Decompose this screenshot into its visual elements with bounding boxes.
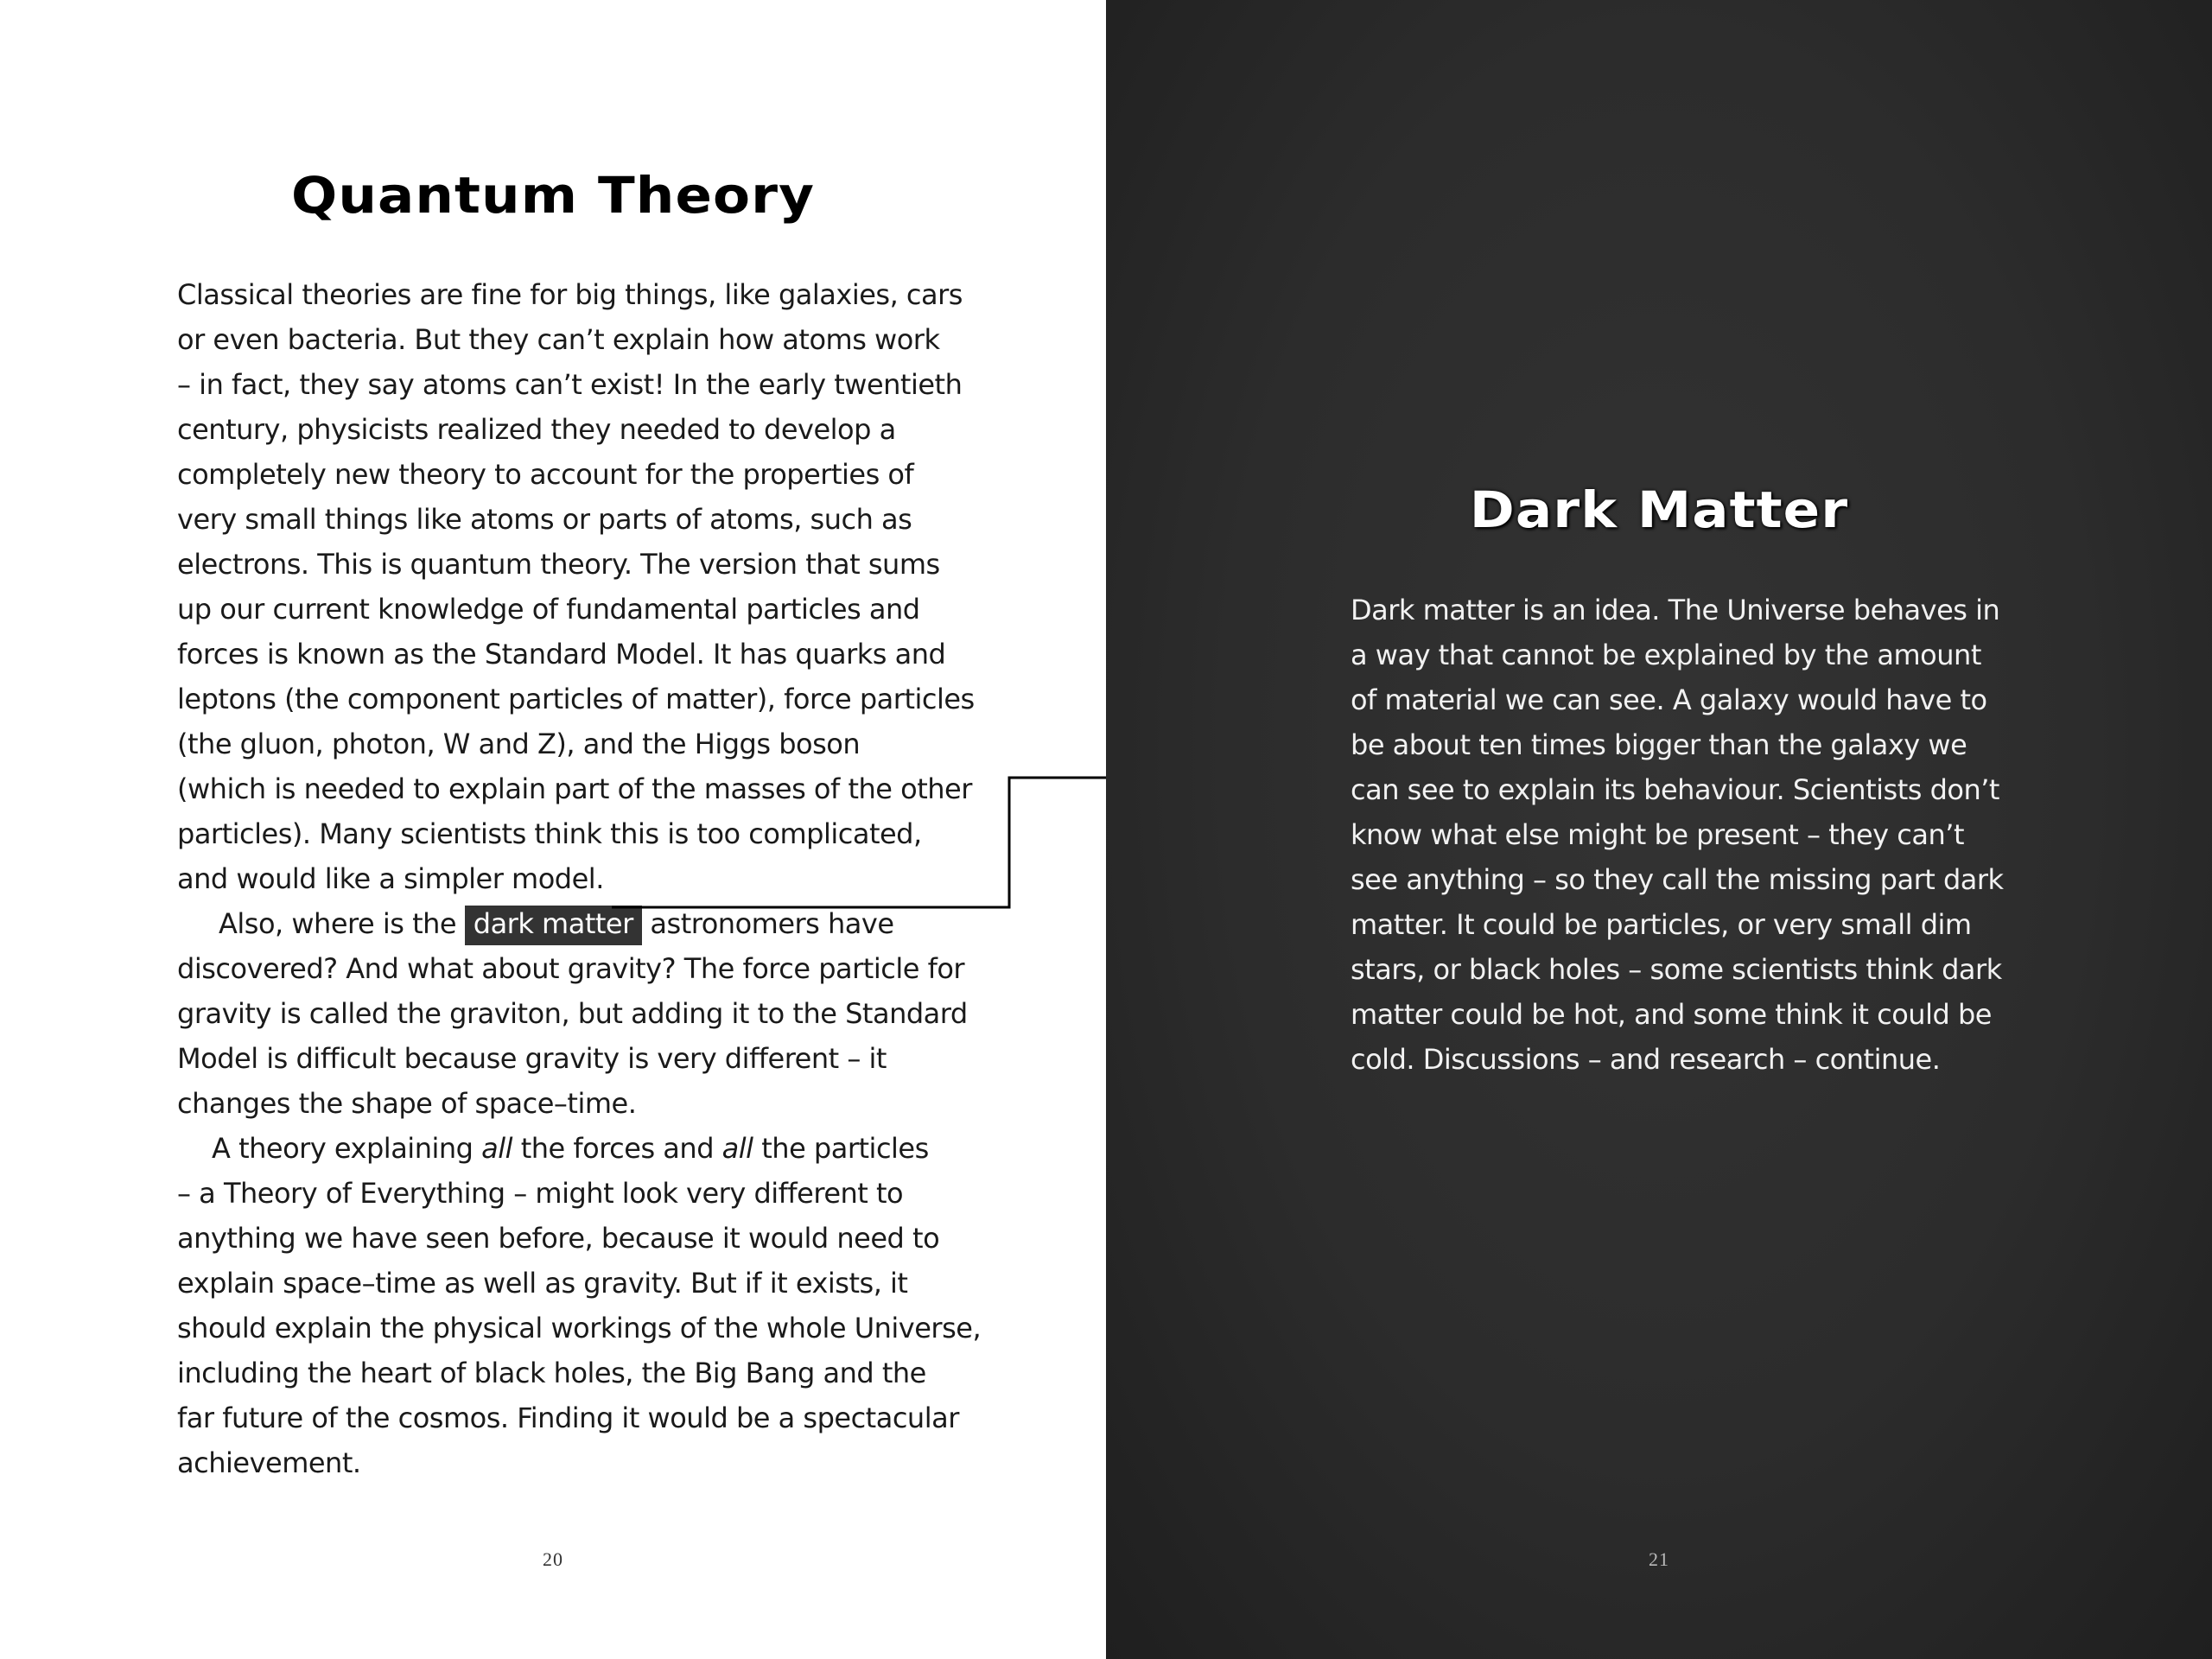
- text-line: [177, 901, 955, 946]
- text-line: completely new theory to account for the properties of: [177, 458, 914, 491]
- text-line: particles). Many scientists think this is too complicated,: [177, 817, 922, 850]
- text-line: matter could be hot, and some think it could be: [1351, 998, 1992, 1031]
- text-line: know what else might be present – they can’t: [1351, 818, 1964, 851]
- page-number-left: 20: [543, 1548, 563, 1570]
- paragraph-3: [177, 1126, 982, 1485]
- text-line: discovered? And what about gravity? The force particle for: [177, 952, 965, 985]
- text-line: forces is known as the Standard Model. It has quarks and: [177, 638, 946, 671]
- text-line: – a Theory of Everything – might look very different to: [177, 1177, 904, 1210]
- text-line: of material we can see. A galaxy would have to: [1351, 683, 1987, 716]
- text-line: far future of the cosmos. Finding it would be a spectacular: [177, 1402, 959, 1434]
- text-line: can see to explain its behaviour. Scientists don’t: [1351, 773, 1999, 806]
- para3-emphasis-1: all: [481, 1132, 513, 1165]
- text-line: leptons (the component particles of matter), force particles: [177, 683, 975, 715]
- text-line: Model is difficult because gravity is very different – it: [177, 1042, 887, 1075]
- text-line: see anything – so they call the missing part dark: [1351, 863, 2004, 896]
- text-line: and would like a simpler model.: [177, 862, 604, 895]
- text-line: – in fact, they say atoms can’t exist! In the early twentieth: [177, 368, 963, 401]
- text-line: gravity is called the graviton, but adding it to the Standard: [177, 997, 968, 1030]
- text-line: electrons. This is quantum theory. The version that sums: [177, 548, 940, 581]
- text-line: century, physicists realized they needed to develop a: [177, 413, 896, 446]
- right-page-body: [1351, 588, 2004, 1082]
- text-line: should explain the physical workings of the whole Universe,: [177, 1312, 982, 1344]
- text-line: (which is needed to explain part of the masses of the other: [177, 772, 972, 805]
- text-line: explain space–time as well as gravity. But if it exists, it: [177, 1267, 908, 1300]
- text-line: achievement.: [177, 1446, 361, 1479]
- para3-text-c: the forces and: [512, 1132, 722, 1165]
- left-page-body: [177, 272, 982, 1485]
- right-page: [1106, 0, 2212, 1659]
- para2-lead-text: Also, where is the: [219, 907, 457, 940]
- text-line: a way that cannot be explained by the amount: [1351, 639, 1981, 671]
- paragraph-2: [177, 901, 968, 1126]
- text-line: Dark matter is an idea. The Universe behaves in: [1351, 594, 2000, 626]
- text-line: (the gluon, photon, W and Z), and the Higgs boson: [177, 728, 861, 760]
- text-line: [177, 1126, 955, 1171]
- para3-text-e: the particles: [753, 1132, 929, 1165]
- para3-text-a: A theory explaining: [212, 1132, 482, 1165]
- text-line: stars, or black holes – some scientists think dark: [1351, 953, 2002, 986]
- text-line: changes the shape of space–time.: [177, 1087, 637, 1120]
- text-line: matter. It could be particles, or very small dim: [1351, 908, 1972, 941]
- right-page-title: Dark Matter: [1469, 480, 1849, 539]
- dark-matter-highlight: dark matter: [465, 906, 642, 945]
- text-line: cold. Discussions – and research – continue.: [1351, 1043, 1941, 1076]
- text-line: or even bacteria. But they can’t explain how atoms work: [177, 323, 940, 356]
- para2-trail-text: astronomers have: [650, 907, 894, 940]
- para3-emphasis-2: all: [721, 1132, 753, 1165]
- left-page-title: Quantum Theory: [290, 166, 816, 225]
- text-line: up our current knowledge of fundamental particles and: [177, 593, 920, 626]
- paragraph-1: [177, 272, 975, 901]
- text-line: very small things like atoms or parts of atoms, such as: [177, 503, 912, 536]
- text-line: including the heart of black holes, the Big Bang and the: [177, 1357, 926, 1389]
- text-line: be about ten times bigger than the galaxy we: [1351, 728, 1967, 761]
- page-number-right: 21: [1649, 1548, 1669, 1570]
- text-line: Classical theories are fine for big things, like galaxies, cars: [177, 278, 963, 311]
- text-line: anything we have seen before, because it would need to: [177, 1222, 940, 1255]
